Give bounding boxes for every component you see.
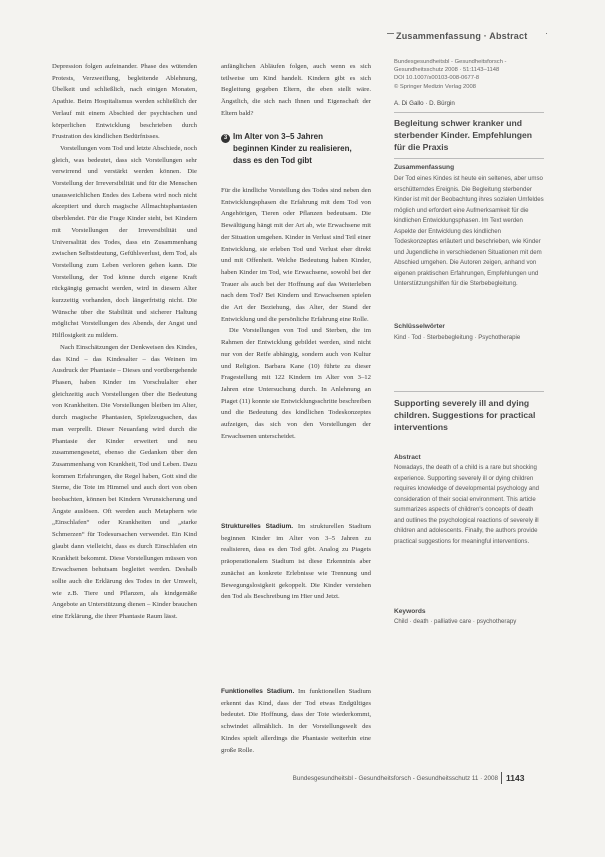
schluesselwoerter-text: Kind · Tod · Sterbebegleitung · Psychotherapie bbox=[394, 334, 521, 341]
stage-text: Im funktionellen Stadium erkennt das Kind, dass der Tod etwas Endgültiges bedeutet. Die Hoffnung, dass der Tote wiederkommt, schwindet allmählich. In der Vorstellungswelt des Kindes spielt allerdings die Phantasie weiterhin eine große Rolle. bbox=[221, 688, 371, 754]
zusammenfassung-heading: Zusammenfassung bbox=[394, 164, 455, 171]
paragraph: Für die kindliche Vorstellung des Todes sind neben den Entwicklungsphasen die Erfahrung mit dem Tod von Angehörigen, Tieren oder Pflanzen bedeutsam. Die Bewältigung hängt mit der Art ab, wie Erwachsene mit der Situation umgehen. Kinder in Verlust sind Teil einer Entwicklung, sie erleben Tod und Verlust eher direkt und mit Offenheit. Welche Bedeutung haben Kinder, haben Kinder im Tod, wie Erwachsene, sowohl bei der Trauer als auch bei der Hoffnung auf das Weiterleben nach dem Tod? Bei Kindern und Erwachsenen spielen die Art der Beziehung, das Alter, der Stand der Entwicklung und die persönliche Erfahrung eine Rolle. bbox=[221, 187, 371, 323]
section-title-line: dass es den Tod gibt bbox=[233, 155, 312, 165]
middle-text-stage1 bbox=[221, 521, 371, 603]
section-header-title: Zusammenfassung · Abstract bbox=[394, 31, 546, 43]
footer-journal: Bundesgesundheitsbl - Gesundheitsforsch - Gesundheitsschutz 11 · 2008 bbox=[292, 775, 498, 782]
divider bbox=[394, 391, 544, 392]
citation-meta bbox=[394, 58, 544, 91]
divider bbox=[394, 158, 544, 159]
stage-text: Im strukturellen Stadium beginnen Kinder im Alter von 3–5 Jahren zu realisieren, dass es den Tod gibt. Analog zu Piagets präoperationalem Stadium ist diese Erkenntnis aber zunächst an konkrete Erlebnisse wie Trennung und Bewegungslosigkeit gekoppelt. Die Kinder verstehen den Tod als Beschreibung im Hier und Jetzt. bbox=[221, 523, 371, 601]
paragraph: anfänglichen Abläufen folgen, auch wenn es sich teilweise um Kind handelt. Kindern gibt es sich Begleitung gegeben Eltern, die eben stellt wäre. Ängstlich, die sich nach Ihnen und Eigenschaft der Eltern bald? bbox=[221, 63, 371, 117]
stage-label: Strukturelles Stadium. bbox=[221, 523, 294, 530]
abstract-text: Nowadays, the death of a child is a rare but shocking experience. Supporting severely ill or dying children requires knowledge of developmental psychology and consideration of their social environment. This article summarizes aspects of children's concepts of death and outlines the psychological reactions of severely ill children and adolescents. Finally, the authors provide practical suggestions for meaningful interventions. bbox=[394, 464, 539, 545]
section-title-line: Im Alter von 3–5 Jahren bbox=[233, 132, 323, 141]
paragraph bbox=[221, 686, 371, 756]
zusammenfassung-text: Der Tod eines Kindes ist heute ein seltenes, aber umso erschütterndes Ereignis. Die Begleitung sterbender Kinder ist mit der Beobachtung ihres sozialen Umfeldes möglich und erfordert eine Aufmerksamkeit für die kindlichen Entwicklungsphasen. Im Text werden Aspekte der Entwicklung des kindlichen Todeskonzeptes erläutert und beschrieben, wie Kinder und Jugendliche in verschiedenen Situationen mit dem Abschied umgehen. Die Autoren zeigen, anhand von eigenen praktischen Erfahrungen, Empfehlungen und Unterstützungshilfen für die Sterbebegleitung. bbox=[394, 175, 544, 287]
paragraph bbox=[221, 521, 371, 603]
middle-text-stage2 bbox=[221, 686, 371, 756]
paragraph: Vorstellungen vom Tod und letzte Abschiede, noch gleich, was bedeutet, dass sich Vorstellungen sehr verwirrend und verstärkt werden können. Die Vorstellung der Irreversibilität und für die Menschen unausweichlichen Endes des Lebens wird noch nicht akzeptiert und durch magische Allmachtsphantasien überblendet. Für die Frage Kinder steht, bei Kindern mit Vorstellungen der Irreversibilität und Universalität des Todes, dass ein Zusammenhang zwischen Selbstdeutung, Gefühlsverlust, dem Tod, als Vorstellung zum Leben verloren gehen kann. Die Vorstellung, der Tod könne durch eigene Kraft rückgängig gemacht werden, wird in diesem Alter kurzzeitig vorhanden, doch längerfristig nicht. Die Wünsche über die Stabilität und sicherer Haltung möglichst Vorstellungen des Abends, der Angst und Hilflosigkeit zu mildern. bbox=[52, 144, 197, 340]
middle-text-intro bbox=[221, 61, 371, 120]
paragraph: Depression folgen aufeinander. Phase des wütenden Protests, Verzweiflung, begleitende Ablehnung, Übelkeit und schließlich, nach einigen Monaten, Apathie. Beim Hospitalismus werden schließlich der Verlauf mit einem Abschied der psychischen und körperlichen Entwicklung beschrieben durch Frustration des kindlichen Bedürfnisses. bbox=[52, 63, 197, 141]
divider bbox=[394, 112, 544, 113]
paragraph: Nach Einschätzungen der Denkweisen des Kindes, das Kind – das Kindesalter – das Weinen im Ausdruck der Phantasie – Dieses und vorübergehende Phasen, haben Kinder im Vorschulalter eher gleichzeitig auch Vorstellungen über die Bedeutung von Krankheiten. Die Vorstellungen bleiben im Alter, durch magische Phantasien, Spielzeugsachen, das man verprellt. Dieser Neuanfang wird durch die Phantasie der Kinder erweitert und neu zusammengesetzt, ebenso die Gedanken über den Zusammenhang von Krankheit, Tod und Leben. Dazu kommen Erfahrungen, die Regel haben, Gott sind die Sterne, die Tote im Himmel und auch dort von oben beobachten, können bei Kindern Verunsicherung und Ängste auslösen. Oft werden auch Metaphern wie „Einschlafen“ oder Krankheiten und „starke Schmerzen“ für Todesursachen verwendet. Ein Kind glaubt dann vielleicht, dass es durch Einschlafen ein Krankheit bekommt. Diese Vorstellungen müssen von Erwachsenen behutsam begleitet werden. Deshalb sollte auch die Erklärung des Todes in der Umwelt, wie z.B. Tiere und Pflanzen, als kindgemäße Angebote an Unterstützung dienen – Kinder brauchen eine Erklärung, die ihrer Phantasie Raum lässt. bbox=[52, 343, 197, 621]
meta-line: © Springer Medizin Verlag 2008 bbox=[394, 83, 476, 90]
footer-divider bbox=[501, 772, 502, 784]
section-heading bbox=[221, 131, 373, 166]
article-title-german: Begleitung schwer kranker und sterbender Kinder. Empfehlungen für die Praxis bbox=[394, 118, 532, 152]
section-title-line: beginnen Kinder zu realisieren, bbox=[233, 144, 352, 153]
stage-label: Funktionelles Stadium. bbox=[221, 688, 295, 695]
meta-line: DOI 10.1007/s00103-008-0677-8 bbox=[394, 75, 480, 82]
article-title-english: Supporting severely ill and dying children. Suggestions for practical interventions bbox=[394, 398, 536, 432]
page-number: 1143 bbox=[506, 773, 525, 783]
paragraph: Die Vorstellungen von Tod und Sterben, die im Rahmen der Entwicklung gebildet werden, sind nicht nur von der Reife abhängig, sondern auch von Kultur und Religion. Barbara Kane (10) führte zu dieser Fragestellung mit 122 Kindern im Alter von 3–12 Jahren eine Untersuchung durch. In Anlehnung an Piaget (11) konnte sie Entwicklungsschritte beschreiben und die Bedeutung des kindlichen Todeskonzeptes aufzeigen, das sich von den Vorstellungen der Erwachsenen unterscheidet. bbox=[221, 327, 371, 440]
keywords-text: Child · death · palliative care · psychotherapy bbox=[394, 618, 517, 625]
keywords-heading: Keywords bbox=[394, 608, 426, 615]
middle-text-block bbox=[221, 185, 371, 442]
section-number-badge: 3 bbox=[221, 134, 230, 143]
abstract-heading: Abstract bbox=[394, 454, 421, 461]
meta-line: Bundesgesundheitsbl - Gesundheitsforsch - bbox=[394, 59, 507, 65]
authors: A. Di Gallo · D. Bürgin bbox=[394, 100, 455, 107]
left-text-column bbox=[52, 61, 197, 623]
meta-line: Gesundheitsschutz 2008 · 51:1143–1148 bbox=[394, 67, 500, 74]
schluesselwoerter-heading: Schlüsselwörter bbox=[394, 323, 445, 330]
